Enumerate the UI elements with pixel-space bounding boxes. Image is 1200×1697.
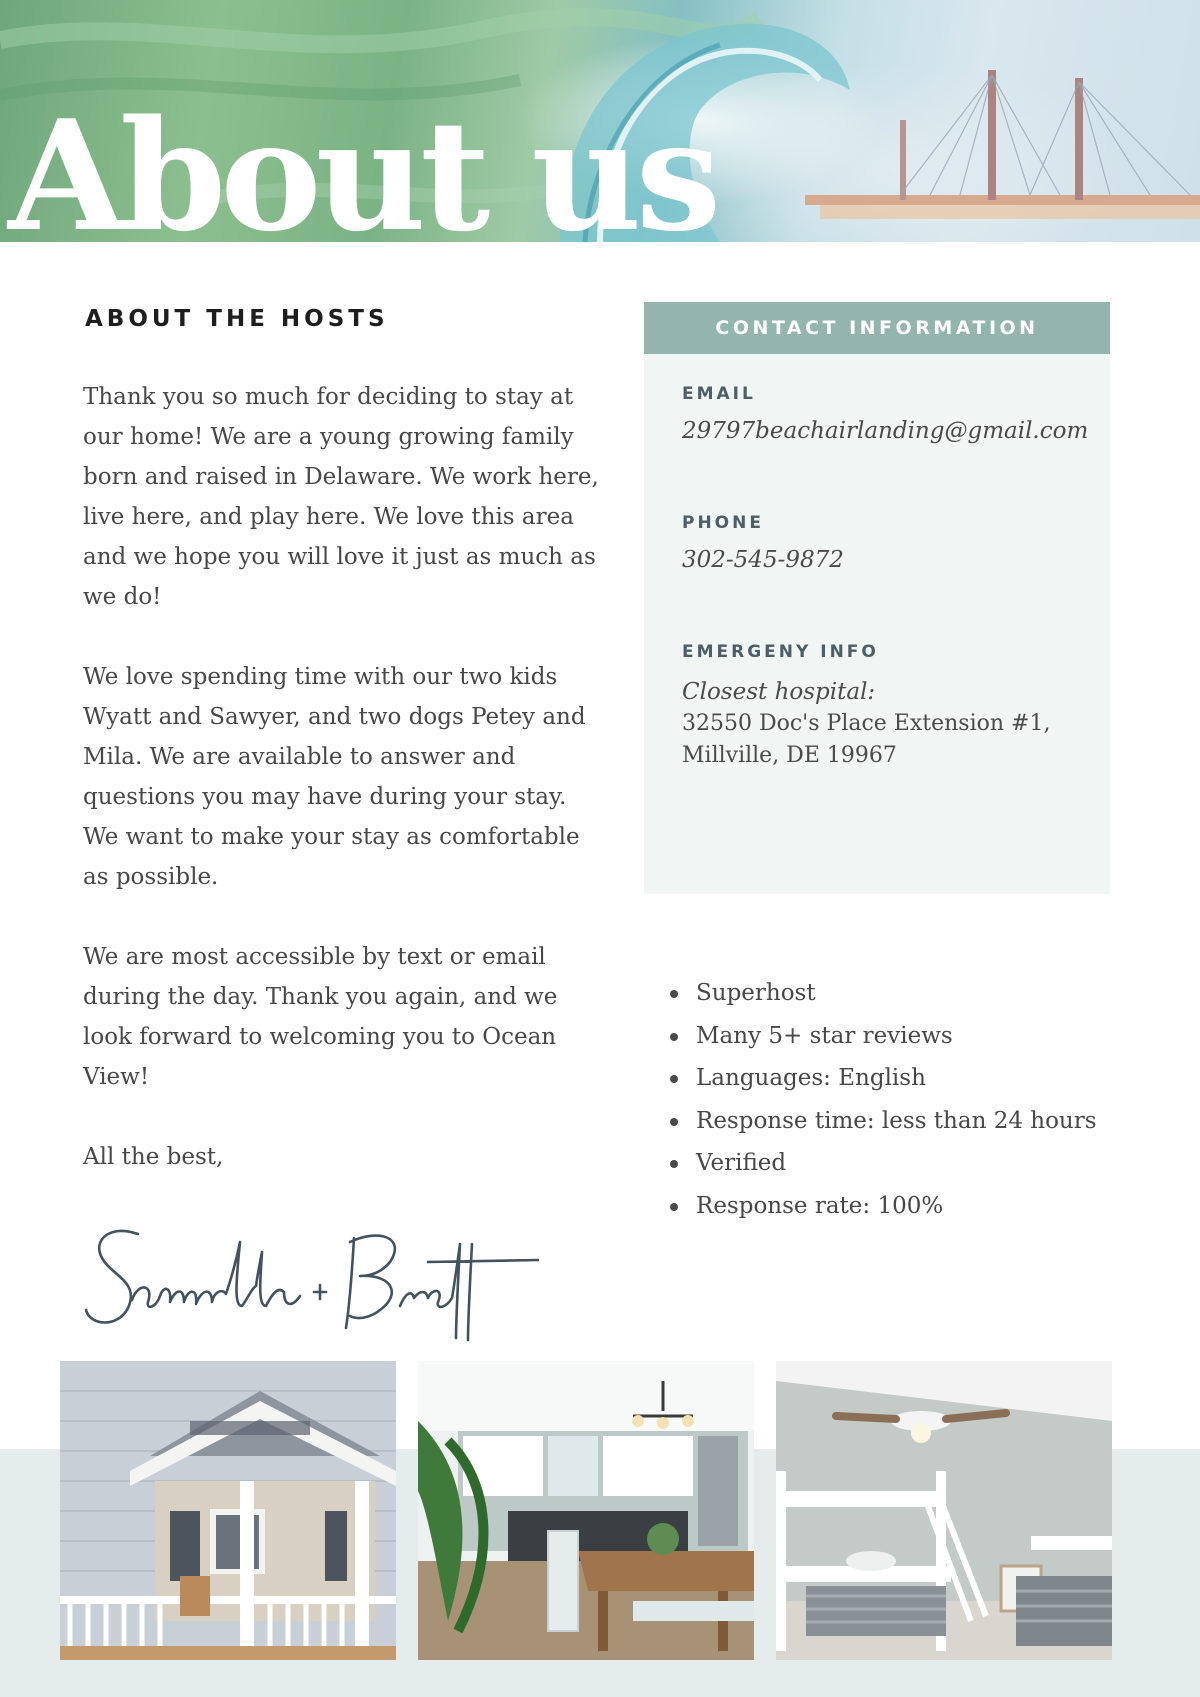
header-banner: [0, 0, 1200, 242]
bullet-icon: [670, 1118, 678, 1126]
bullet-icon: [670, 1075, 678, 1083]
emergency-label: EMERGENY INFO: [682, 642, 879, 662]
list-item: [668, 972, 1108, 1015]
host-stats-list: [668, 972, 1108, 1227]
house-porch-photo: [60, 1361, 396, 1660]
contact-panel: [644, 302, 1110, 894]
stat-text: Languages: English: [696, 1065, 926, 1091]
letter-paragraph: We are most accessible by text or email during the day. Thank you again, and we look forward to welcoming you to Ocean View!: [83, 944, 558, 1090]
host-signature: [80, 1222, 540, 1352]
page-title: About us: [8, 86, 716, 242]
bullet-icon: [670, 1033, 678, 1041]
list-item: [668, 1100, 1108, 1143]
hospital-info: [682, 676, 1050, 772]
stat-text: Many 5+ star reviews: [696, 1022, 953, 1049]
hospital-address-line1: 32550 Doc's Place Extension #1,: [682, 711, 1051, 736]
bullet-icon: [670, 1203, 678, 1211]
stat-text: Response time: less than 24 hours: [696, 1107, 1097, 1134]
email-value[interactable]: 29797beachairlanding@gmail.com: [682, 418, 1089, 444]
stat-text: Superhost: [696, 980, 816, 1006]
letter-paragraph: We love spending time with our two kids Wyatt and Sawyer, and two dogs Petey and Mila. We are available to answer and questions you may have during your stay. We want to make your stay as comfortable as possible.: [83, 664, 586, 890]
letter-signoff: All the best,: [83, 1144, 224, 1170]
host-letter: [83, 377, 603, 1177]
letter-paragraph: Thank you so much for deciding to stay at our home! We are a young growing family born and raised in Delaware. We work here, live here, and play here. We love this area and we hope you will love it just as much as we do!: [83, 384, 599, 610]
bunk-bedroom-photo: [776, 1361, 1112, 1660]
contact-header: CONTACT INFORMATION: [644, 302, 1110, 354]
list-item: [668, 1015, 1108, 1058]
stat-text: Verified: [696, 1150, 787, 1176]
list-item: [668, 1185, 1108, 1228]
bullet-icon: [670, 990, 678, 998]
phone-value[interactable]: 302-545-9872: [682, 547, 844, 573]
phone-label: PHONE: [682, 513, 764, 533]
email-label: EMAIL: [682, 384, 756, 404]
hospital-address-line2: Millville, DE 19967: [682, 743, 897, 768]
phone-block: [682, 513, 844, 573]
emergency-block: [682, 642, 1050, 772]
about-hosts-heading: ABOUT THE HOSTS: [85, 306, 389, 332]
stat-text: Response rate: 100%: [696, 1192, 944, 1219]
list-item: [668, 1057, 1108, 1100]
email-block: [682, 384, 1088, 444]
list-item: [668, 1142, 1108, 1185]
kitchen-dining-photo: [418, 1361, 754, 1660]
hospital-label: Closest hospital:: [682, 679, 876, 705]
bullet-icon: [670, 1160, 678, 1168]
